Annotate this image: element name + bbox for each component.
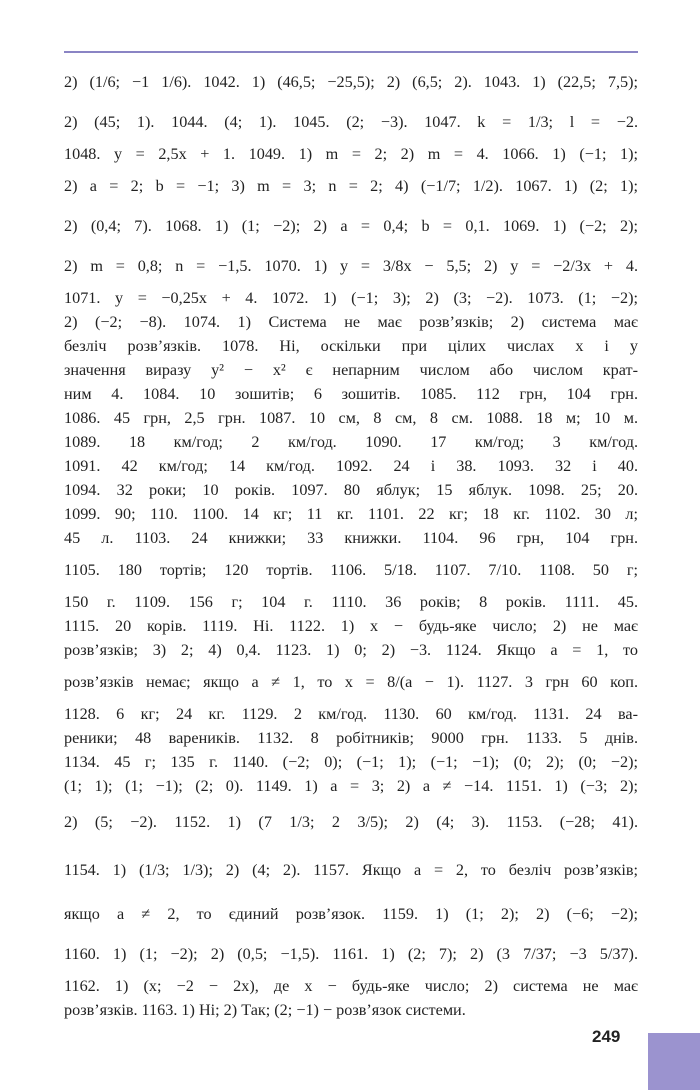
text-line: 2) (5; −2). 1152. 1) (7 1/3; 2 3/5); 2) (4; 3). 1153. (−28; 41).	[64, 813, 638, 831]
text-line: (1; 1); (1; −1); (2; 0). 1149. 1) a = 3; 2) a ≠ −14. 1151. 1) (−3; 2);	[64, 777, 638, 795]
text-line: 1160. 1) (1; −2); 2) (0,5; −1,5). 1161. 1) (2; 7); 2) (3 7/37; −3 5/37).	[64, 945, 638, 963]
text-line: 1086. 45 грн, 2,5 грн. 1087. 10 см, 8 см, 8 см. 1088. 18 м; 10 м.	[64, 409, 638, 427]
page-corner-tab	[648, 1033, 700, 1090]
answers-text-block	[64, 62, 638, 1040]
header-rule	[64, 51, 638, 53]
text-line: безліч розв’язків. 1078. Ні, оскільки при цілих числах x і y	[64, 337, 638, 355]
text-line: 1094. 32 роки; 10 років. 1097. 80 яблук; 15 яблук. 1098. 25; 20.	[64, 481, 638, 499]
text-line: реники; 48 вареників. 1132. 8 робітників; 9000 грн. 1133. 5 днів.	[64, 729, 638, 747]
text-line: 1162. 1) (x; −2 − 2x), де x − будь-яке число; 2) система не має	[64, 977, 638, 995]
text-line: розв’язків. 1163. 1) Ні; 2) Так; (2; −1) − розв’язок системи.	[64, 1001, 466, 1019]
text-line: ним 4. 1084. 10 зошитів; 6 зошитів. 1085. 112 грн, 104 грн.	[64, 385, 638, 403]
text-line: розв’язків; 3) 2; 4) 0,4. 1123. 1) 0; 2) −3. 1124. Якщо a = 1, то	[64, 641, 638, 659]
text-line: 1089. 18 км/год; 2 км/год. 1090. 17 км/год; 3 км/год.	[64, 433, 638, 451]
text-line: 1115. 20 корів. 1119. Ні. 1122. 1) x − будь-яке число; 2) не має	[64, 617, 638, 635]
text-line: 2) (0,4; 7). 1068. 1) (1; −2); 2) a = 0,4; b = 0,1. 1069. 1) (−2; 2);	[64, 217, 638, 235]
text-line: 1071. y = −0,25x + 4. 1072. 1) (−1; 3); 2) (3; −2). 1073. (1; −2);	[64, 289, 638, 307]
text-line: 45 л. 1103. 24 книжки; 33 книжки. 1104. 96 грн, 104 грн.	[64, 529, 638, 547]
text-line: 1154. 1) (1/3; 1/3); 2) (4; 2). 1157. Якщо a = 2, то безліч розв’язків;	[64, 861, 638, 879]
text-line: 2) (1/6; −1 1/6). 1042. 1) (46,5; −25,5); 2) (6,5; 2). 1043. 1) (22,5; 7,5);	[64, 73, 638, 91]
text-line: розв’язків немає; якщо a ≠ 1, то x = 8/(a − 1). 1127. 3 грн 60 коп.	[64, 673, 638, 691]
text-line: 1099. 90; 110. 1100. 14 кг; 11 кг. 1101. 22 кг; 18 кг. 1102. 30 л;	[64, 505, 638, 523]
text-line: 150 г. 1109. 156 г; 104 г. 1110. 36 років; 8 років. 1111. 45.	[64, 593, 638, 611]
text-line: 2) a = 2; b = −1; 3) m = 3; n = 2; 4) (−1/7; 1/2). 1067. 1) (2; 1);	[64, 177, 638, 195]
text-line: якщо a ≠ 2, то єдиний розв’язок. 1159. 1) (1; 2); 2) (−6; −2);	[64, 905, 638, 923]
page-number: 249	[592, 1027, 621, 1046]
text-line: значення виразу y² − x² є непарним числом або числом крат-	[64, 361, 638, 379]
text-line: 1091. 42 км/год; 14 км/год. 1092. 24 і 38. 1093. 32 і 40.	[64, 457, 638, 475]
text-line: 1128. 6 кг; 24 кг. 1129. 2 км/год. 1130. 60 км/год. 1131. 24 ва-	[64, 705, 638, 723]
text-line: 2) (−2; −8). 1074. 1) Система не має розв’язків; 2) система має	[64, 313, 638, 331]
text-line: 2) (45; 1). 1044. (4; 1). 1045. (2; −3). 1047. k = 1/3; l = −2.	[64, 113, 638, 131]
text-line: 2) m = 0,8; n = −1,5. 1070. 1) y = 3/8x − 5,5; 2) y = −2/3x + 4.	[64, 257, 638, 275]
text-line: 1105. 180 тортів; 120 тортів. 1106. 5/18. 1107. 7/10. 1108. 50 г;	[64, 561, 638, 579]
text-line: 1134. 45 г; 135 г. 1140. (−2; 0); (−1; 1); (−1; −1); (0; 2); (0; −2);	[64, 753, 638, 771]
text-line: 1048. y = 2,5x + 1. 1049. 1) m = 2; 2) m = 4. 1066. 1) (−1; 1);	[64, 145, 638, 163]
